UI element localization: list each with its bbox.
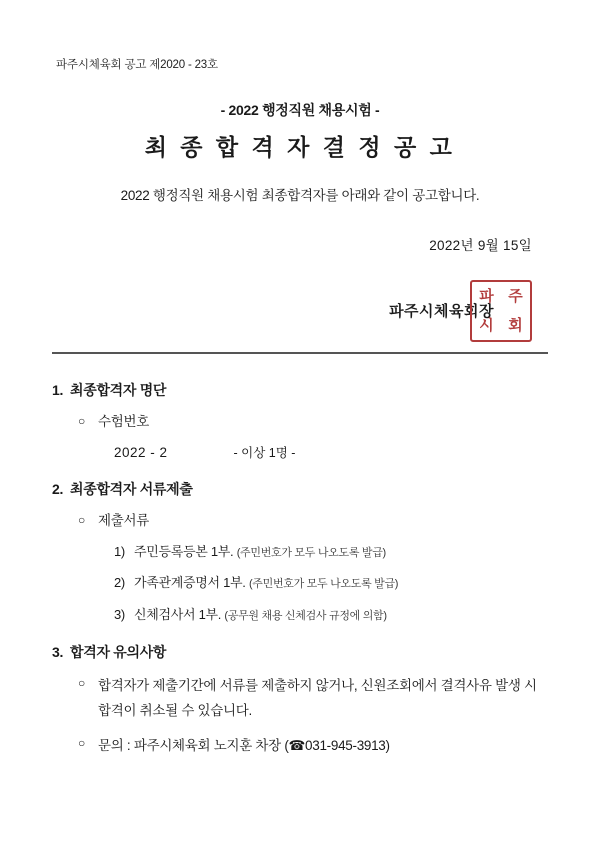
circle-bullet-icon: ○ xyxy=(78,512,85,527)
list-item xyxy=(78,511,548,532)
exam-number-value: 2022 - 2 xyxy=(114,444,168,460)
list-item-note: (주민번호가 모두 나오도록 발급) xyxy=(248,578,399,591)
document-date: 2022년 9월 15일 xyxy=(429,238,532,253)
document-intro: 2022 행정직원 채용시험 최종합격자를 아래와 같이 공고합니다. xyxy=(120,188,480,203)
circle-bullet-icon: ○ xyxy=(78,414,85,428)
section-successful-candidate-list xyxy=(52,380,548,461)
list-item xyxy=(114,573,548,593)
official-seal-icon xyxy=(470,280,532,342)
list-item-index: 2) xyxy=(114,575,125,591)
list-item-label: 수험번호 xyxy=(98,414,149,429)
seal-char-1: 파 xyxy=(479,287,494,305)
signer-name: 파주시체육회장 xyxy=(389,303,494,320)
list-item-label: 가족관계증명서 1부. xyxy=(134,575,246,591)
list-item-label: 신체검사서 1부. xyxy=(134,606,222,622)
exam-number-row xyxy=(114,443,548,461)
exam-total-count: - 이상 1명 - xyxy=(233,445,296,460)
seal-char-2: 주 xyxy=(508,287,523,305)
list-item xyxy=(114,605,548,625)
section-document-submission xyxy=(52,479,548,624)
list-item xyxy=(114,542,548,562)
section-heading xyxy=(52,479,548,499)
section-title: 최종합격자 명단 xyxy=(70,382,167,398)
document-subtitle: - 2022 행정직원 채용시험 - xyxy=(220,102,380,118)
page-title: 최 종 합 격 자 결 정 공 고 xyxy=(144,134,456,160)
list-item-index: 3) xyxy=(114,606,125,622)
signature-row xyxy=(52,280,548,342)
list-item-label: 합격자가 제출기간에 서류를 제출하지 않거나, 신원조회에서 결격사유 발생 시 합격이 취소될 수 있습니다. xyxy=(98,678,537,719)
section-number: 2. xyxy=(52,480,64,497)
list-item xyxy=(78,412,548,433)
section-title: 최종합격자 서류제출 xyxy=(70,480,193,497)
list-item-note: (주민번호가 모두 나오도록 발급) xyxy=(236,546,386,559)
document-number: 파주시체육회 공고 제2020 - 23호 xyxy=(56,59,218,71)
list-item-label: 제출서류 xyxy=(98,512,149,528)
horizontal-divider xyxy=(52,352,548,354)
list-item-label: 주민등록등본 1부. xyxy=(134,543,234,559)
list-item-index: 1) xyxy=(114,543,125,559)
section-number: 1. xyxy=(52,382,64,398)
list-item-note: (공무원 채용 신체검사 규정에 의함) xyxy=(224,609,387,622)
section-candidate-notices xyxy=(52,642,548,759)
circle-bullet-icon: ○ xyxy=(78,736,85,751)
circle-bullet-icon: ○ xyxy=(78,676,85,691)
section-number: 3. xyxy=(52,644,64,661)
section-heading xyxy=(52,380,548,400)
list-item xyxy=(78,734,548,759)
section-heading xyxy=(52,642,548,662)
seal-char-3: 시 xyxy=(479,316,494,334)
list-item xyxy=(78,674,548,724)
section-title: 합격자 유의사항 xyxy=(70,644,167,661)
seal-char-4: 회 xyxy=(508,316,523,334)
contact-info: 문의 : 파주시체육회 노지훈 차장 (☎031-945-3913) xyxy=(98,738,390,754)
